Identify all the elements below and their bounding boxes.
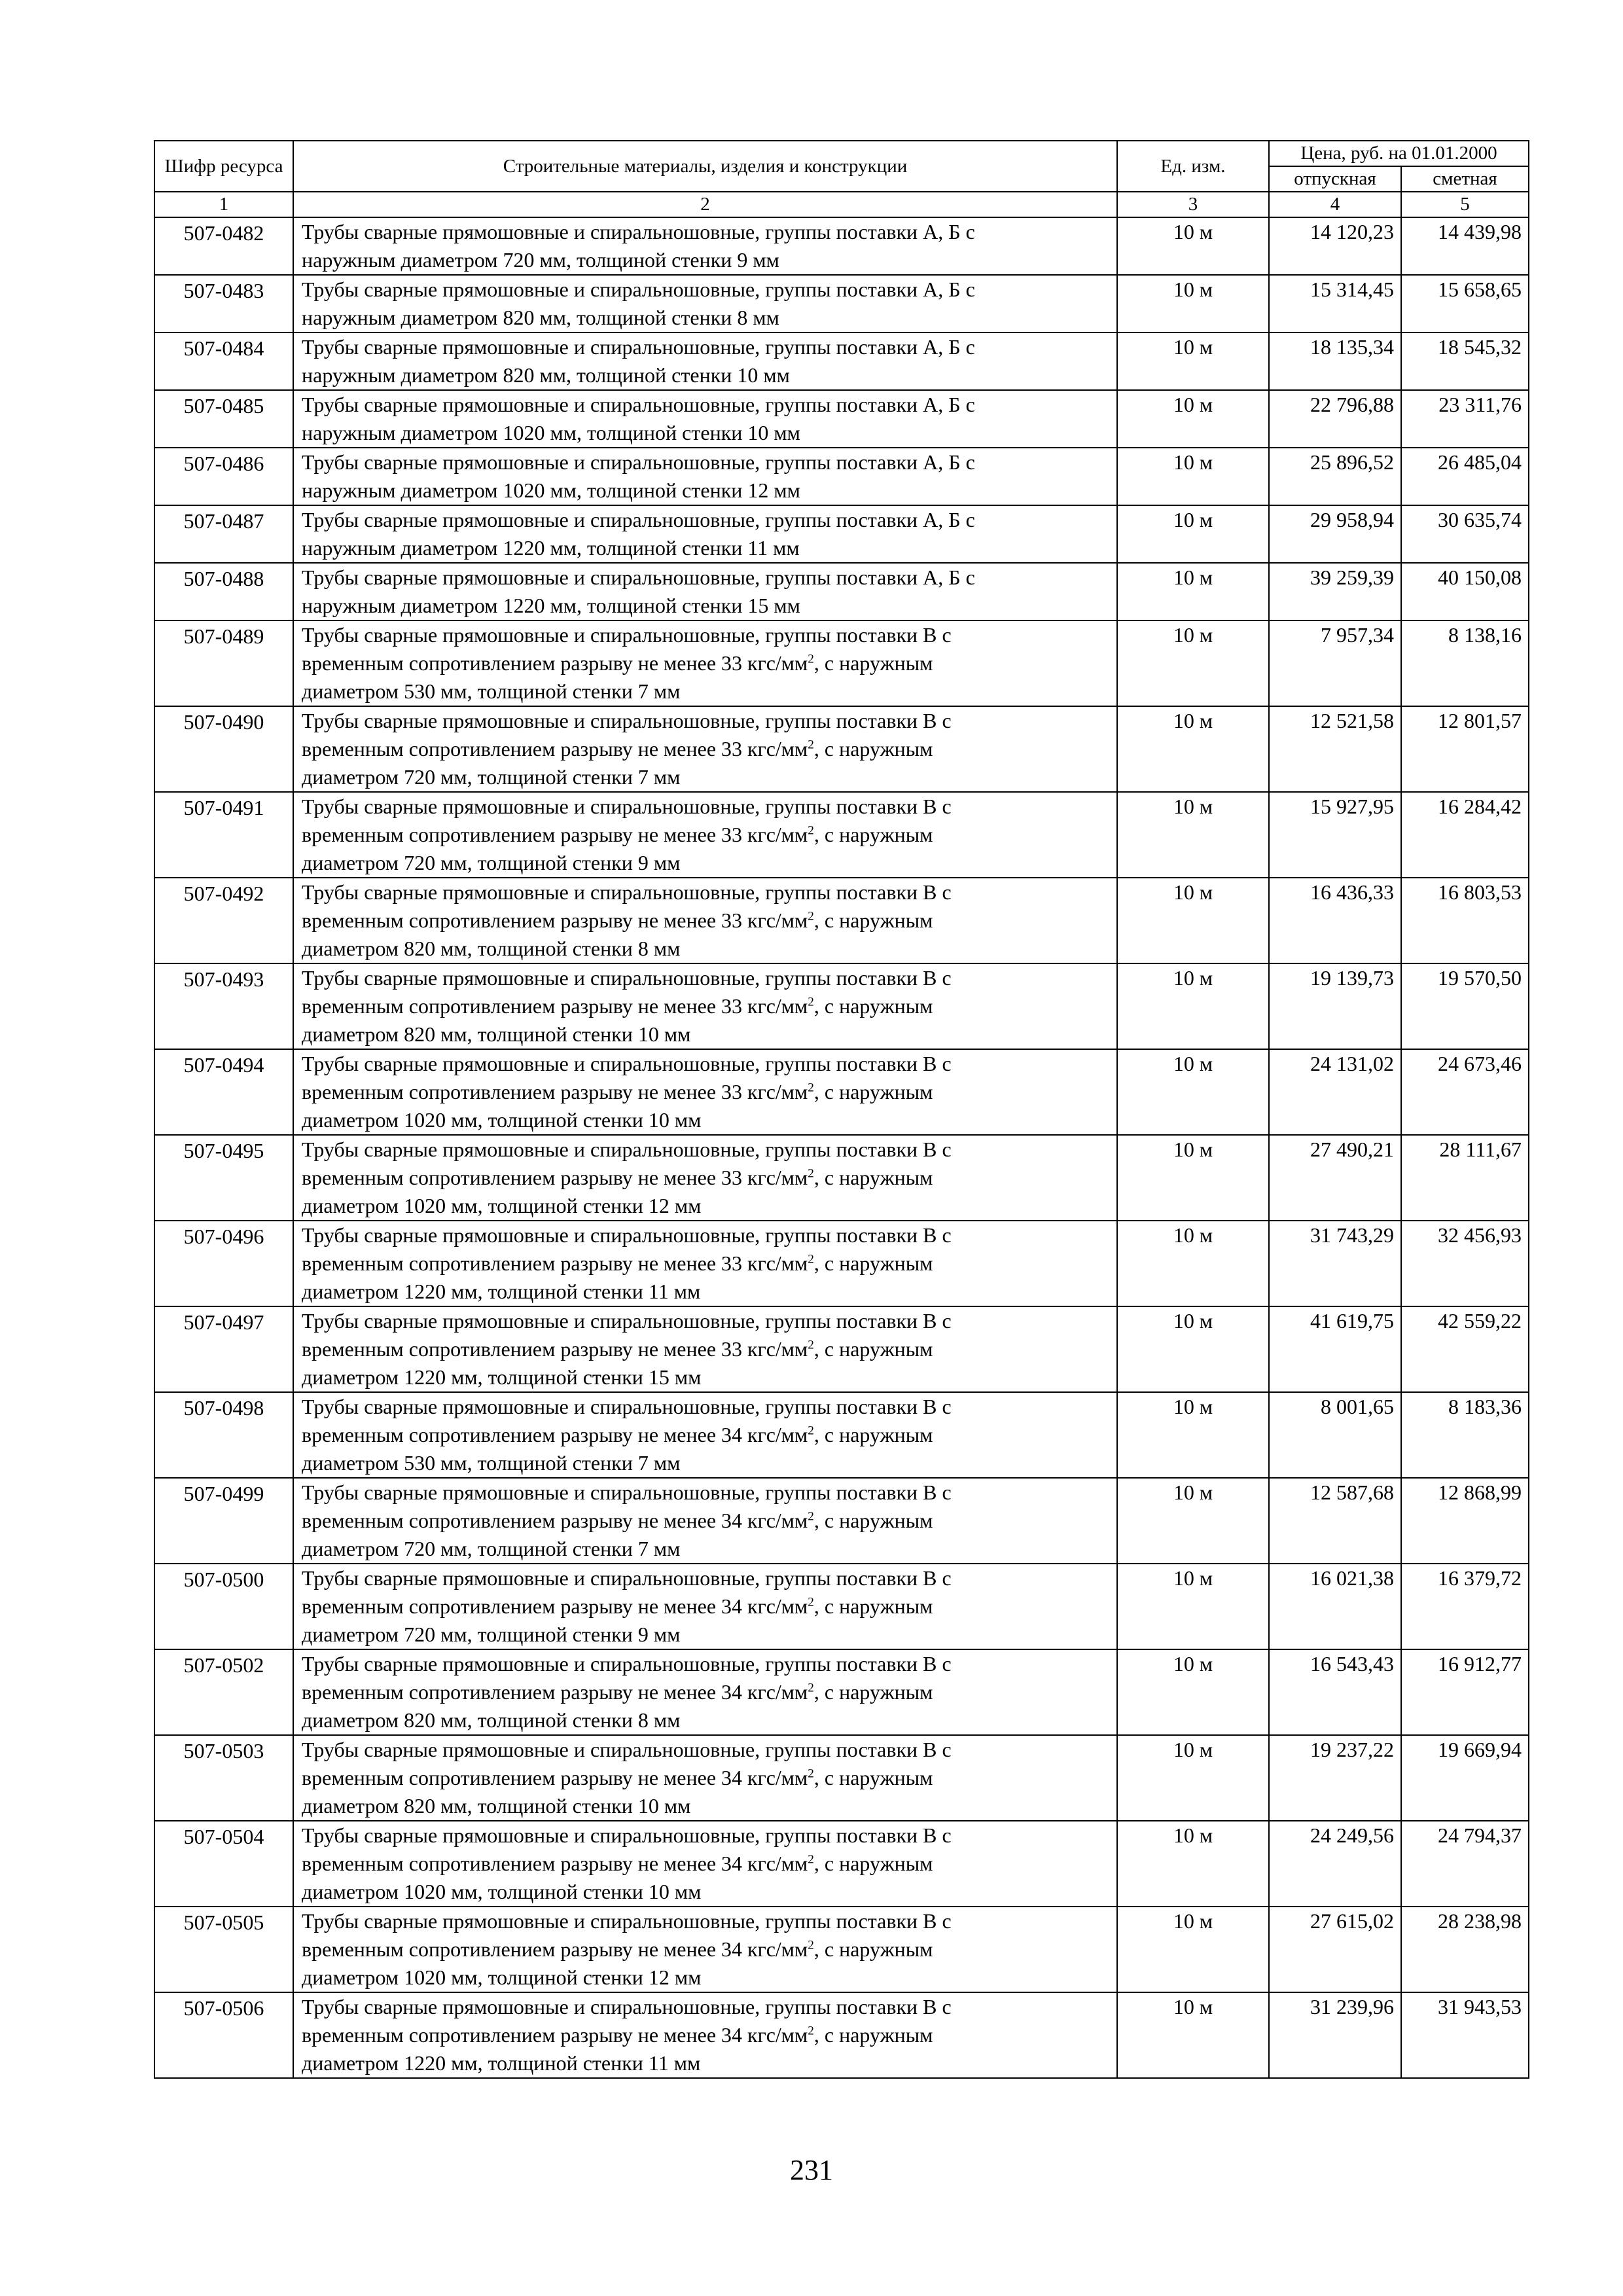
- table-row: [154, 448, 1529, 505]
- estimate-price: 19 570,50: [1401, 963, 1529, 1049]
- estimate-price: 12 868,99: [1401, 1478, 1529, 1564]
- resource-code: 507-0488: [154, 563, 293, 620]
- estimate-price: 16 803,53: [1401, 878, 1529, 963]
- release-price: 25 896,52: [1269, 448, 1401, 505]
- resource-code: 507-0504: [154, 1821, 293, 1907]
- item-name-line: Трубы сварные прямошовные и спиральношовные, группы поставки В с: [302, 966, 952, 990]
- resource-code: 507-0494: [154, 1049, 293, 1135]
- col-number-3: 3: [1117, 192, 1269, 217]
- item-name-line: Трубы сварные прямошовные и спиральношовные, группы поставки В с: [302, 1823, 952, 1847]
- table-row: [154, 963, 1529, 1049]
- item-name-line: Трубы сварные прямошовные и спиральношовные, группы поставки А, Б с: [302, 278, 975, 301]
- item-name-line: временным сопротивлением разрыву не менее 33 кгс/$мм^2$, с наружным: [302, 737, 933, 761]
- item-name-line: диаметром 530 мм, толщиной стенки 7 мм: [302, 679, 681, 703]
- item-name-line: Трубы сварные прямошовные и спиральношовные, группы поставки В с: [302, 880, 952, 904]
- table-row: [154, 1821, 1529, 1907]
- unit-cell: 10 м: [1117, 1564, 1269, 1649]
- estimate-price: 24 794,37: [1401, 1821, 1529, 1907]
- release-price: 16 021,38: [1269, 1564, 1401, 1649]
- unit-cell: 10 м: [1117, 1821, 1269, 1907]
- item-name: [293, 1306, 1117, 1392]
- resource-code: 507-0505: [154, 1907, 293, 1992]
- resource-code: 507-0482: [154, 217, 293, 275]
- item-name-line: Трубы сварные прямошовные и спиральношовные, группы поставки В с: [302, 1052, 952, 1075]
- price-table: [154, 140, 1529, 2079]
- item-name-line: временным сопротивлением разрыву не менее 33 кгс/$мм^2$, с наружным: [302, 651, 933, 675]
- resource-code: 507-0485: [154, 390, 293, 448]
- unit-cell: 10 м: [1117, 448, 1269, 505]
- header-release: отпускная: [1269, 166, 1401, 192]
- item-name-line: диаметром 720 мм, толщиной стенки 9 мм: [302, 1623, 681, 1646]
- resource-code: 507-0502: [154, 1649, 293, 1735]
- item-name-line: диаметром 720 мм, толщиной стенки 7 мм: [302, 1537, 681, 1560]
- header-name: Строительные материалы, изделия и конструкции: [293, 141, 1117, 192]
- estimate-price: 42 559,22: [1401, 1306, 1529, 1392]
- resource-code: 507-0489: [154, 620, 293, 706]
- table-body: [154, 217, 1529, 2078]
- item-name-line: диаметром 1020 мм, толщиной стенки 12 мм: [302, 1194, 702, 1217]
- unit-cell: 10 м: [1117, 1049, 1269, 1135]
- table-row: [154, 1392, 1529, 1478]
- resource-code: 507-0506: [154, 1992, 293, 2078]
- table-row: [154, 1135, 1529, 1221]
- col-number-2: 2: [293, 192, 1117, 217]
- unit-cell: 10 м: [1117, 1735, 1269, 1821]
- estimate-price: 16 284,42: [1401, 792, 1529, 878]
- item-name-line: Трубы сварные прямошовные и спиральношовные, группы поставки В с: [302, 795, 952, 818]
- item-name-line: Трубы сварные прямошовные и спиральношовные, группы поставки В с: [302, 1995, 952, 2018]
- release-price: 31 239,96: [1269, 1992, 1401, 2078]
- item-name: [293, 275, 1117, 332]
- item-name-line: Трубы сварные прямошовные и спиральношовные, группы поставки В с: [302, 1566, 952, 1590]
- item-name-line: временным сопротивлением разрыву не менее 34 кгс/$мм^2$, с наружным: [302, 1509, 933, 1532]
- table-row: [154, 1306, 1529, 1392]
- resource-code: 507-0495: [154, 1135, 293, 1221]
- item-name-line: временным сопротивлением разрыву не менее 33 кгс/$мм^2$, с наружным: [302, 823, 933, 846]
- estimate-price: 32 456,93: [1401, 1221, 1529, 1306]
- unit-cell: 10 м: [1117, 963, 1269, 1049]
- estimate-price: 19 669,94: [1401, 1735, 1529, 1821]
- resource-code: 507-0499: [154, 1478, 293, 1564]
- item-name-line: диаметром 820 мм, толщиной стенки 10 мм: [302, 1794, 691, 1818]
- item-name-line: Трубы сварные прямошовные и спиральношовные, группы поставки В с: [302, 1652, 952, 1676]
- release-price: 8 001,65: [1269, 1392, 1401, 1478]
- unit-cell: 10 м: [1117, 1907, 1269, 1992]
- item-name-line: Трубы сварные прямошовные и спиральношовные, группы поставки В с: [302, 1480, 952, 1504]
- item-name-line: диаметром 720 мм, толщиной стенки 7 мм: [302, 765, 681, 789]
- item-name-line: временным сопротивлением разрыву не менее 33 кгс/$мм^2$, с наружным: [302, 1251, 933, 1275]
- item-name-line: диаметром 720 мм, толщиной стенки 9 мм: [302, 851, 681, 874]
- item-name-line: диаметром 1220 мм, толщиной стенки 11 мм: [302, 1280, 701, 1303]
- table-row: [154, 563, 1529, 620]
- page-number: 231: [790, 2154, 833, 2186]
- unit-cell: 10 м: [1117, 1221, 1269, 1306]
- item-name: [293, 1907, 1117, 1992]
- item-name-line: временным сопротивлением разрыву не менее 34 кгс/$мм^2$, с наружным: [302, 1680, 933, 1704]
- item-name-line: временным сопротивлением разрыву не менее 34 кгс/$мм^2$, с наружным: [302, 1852, 933, 1875]
- unit-cell: 10 м: [1117, 1135, 1269, 1221]
- unit-cell: 10 м: [1117, 620, 1269, 706]
- item-name-line: Трубы сварные прямошовные и спиральношовные, группы поставки В с: [302, 1738, 952, 1761]
- release-price: 15 314,45: [1269, 275, 1401, 332]
- table-row: [154, 1478, 1529, 1564]
- item-name-line: наружным диаметром 820 мм, толщиной стенки 10 мм: [302, 363, 790, 387]
- item-name: [293, 390, 1117, 448]
- estimate-price: 16 912,77: [1401, 1649, 1529, 1735]
- item-name-line: Трубы сварные прямошовные и спиральношовные, группы поставки А, Б с: [302, 508, 975, 531]
- item-name: [293, 1735, 1117, 1821]
- item-name-line: диаметром 530 мм, толщиной стенки 7 мм: [302, 1451, 681, 1475]
- item-name-line: Трубы сварные прямошовные и спиральношовные, группы поставки А, Б с: [302, 450, 975, 474]
- item-name-line: диаметром 1020 мм, толщиной стенки 10 мм: [302, 1880, 702, 1903]
- resource-code: 507-0493: [154, 963, 293, 1049]
- table-row: [154, 217, 1529, 275]
- resource-code: 507-0503: [154, 1735, 293, 1821]
- estimate-price: 24 673,46: [1401, 1049, 1529, 1135]
- item-name-line: временным сопротивлением разрыву не менее 34 кгс/$мм^2$, с наружным: [302, 1594, 933, 1618]
- release-price: 15 927,95: [1269, 792, 1401, 878]
- resource-code: 507-0497: [154, 1306, 293, 1392]
- item-name: [293, 1392, 1117, 1478]
- col-number-5: 5: [1401, 192, 1529, 217]
- unit-cell: 10 м: [1117, 792, 1269, 878]
- item-name-line: диаметром 1220 мм, толщиной стенки 15 мм: [302, 1365, 702, 1389]
- item-name-line: Трубы сварные прямошовные и спиральношовные, группы поставки В с: [302, 1309, 952, 1333]
- release-price: 22 796,88: [1269, 390, 1401, 448]
- unit-cell: 10 м: [1117, 563, 1269, 620]
- unit-cell: 10 м: [1117, 706, 1269, 792]
- table-row: [154, 878, 1529, 963]
- item-name: [293, 963, 1117, 1049]
- estimate-price: 28 238,98: [1401, 1907, 1529, 1992]
- item-name: [293, 1564, 1117, 1649]
- item-name-line: наружным диаметром 1220 мм, толщиной стенки 15 мм: [302, 594, 800, 617]
- resource-code: 507-0490: [154, 706, 293, 792]
- release-price: 18 135,34: [1269, 332, 1401, 390]
- estimate-price: 26 485,04: [1401, 448, 1529, 505]
- unit-cell: 10 м: [1117, 1649, 1269, 1735]
- estimate-price: 8 183,36: [1401, 1392, 1529, 1478]
- item-name: [293, 620, 1117, 706]
- resource-code: 507-0483: [154, 275, 293, 332]
- item-name-line: Трубы сварные прямошовные и спиральношовные, группы поставки А, Б с: [302, 565, 975, 589]
- table-row: [154, 620, 1529, 706]
- item-name-line: диаметром 820 мм, толщиной стенки 8 мм: [302, 1708, 681, 1732]
- item-name: [293, 1649, 1117, 1735]
- table-row: [154, 1992, 1529, 2078]
- item-name-line: диаметром 1020 мм, толщиной стенки 10 мм: [302, 1108, 702, 1132]
- release-price: 27 615,02: [1269, 1907, 1401, 1992]
- item-name-line: Трубы сварные прямошовные и спиральношовные, группы поставки А, Б с: [302, 393, 975, 416]
- item-name: [293, 332, 1117, 390]
- release-price: 7 957,34: [1269, 620, 1401, 706]
- estimate-price: 28 111,67: [1401, 1135, 1529, 1221]
- item-name: [293, 1221, 1117, 1306]
- release-price: 19 237,22: [1269, 1735, 1401, 1821]
- unit-cell: 10 м: [1117, 1478, 1269, 1564]
- item-name: [293, 878, 1117, 963]
- estimate-price: 18 545,32: [1401, 332, 1529, 390]
- table-row: [154, 1649, 1529, 1735]
- table-header: [154, 141, 1529, 217]
- release-price: 12 587,68: [1269, 1478, 1401, 1564]
- release-price: 16 543,43: [1269, 1649, 1401, 1735]
- resource-code: 507-0496: [154, 1221, 293, 1306]
- item-name: [293, 1049, 1117, 1135]
- table-row: [154, 275, 1529, 332]
- resource-code: 507-0484: [154, 332, 293, 390]
- item-name-line: Трубы сварные прямошовные и спиральношовные, группы поставки А, Б с: [302, 220, 975, 243]
- item-name-line: временным сопротивлением разрыву не менее 34 кгс/$мм^2$, с наружным: [302, 1937, 933, 1961]
- release-price: 27 490,21: [1269, 1135, 1401, 1221]
- resource-code: 507-0498: [154, 1392, 293, 1478]
- item-name: [293, 1478, 1117, 1564]
- estimate-price: 40 150,08: [1401, 563, 1529, 620]
- item-name-line: временным сопротивлением разрыву не менее 34 кгс/$мм^2$, с наружным: [302, 1423, 933, 1446]
- item-name: [293, 505, 1117, 563]
- item-name-line: наружным диаметром 1020 мм, толщиной стенки 10 мм: [302, 421, 800, 444]
- header-unit: Ед. изм.: [1117, 141, 1269, 192]
- item-name: [293, 1135, 1117, 1221]
- unit-cell: 10 м: [1117, 275, 1269, 332]
- table-row: [154, 505, 1529, 563]
- item-name-line: временным сопротивлением разрыву не менее 33 кгс/$мм^2$, с наружным: [302, 1080, 933, 1103]
- header-code: Шифр ресурса: [154, 141, 293, 192]
- item-name: [293, 448, 1117, 505]
- item-name-line: временным сопротивлением разрыву не менее 33 кгс/$мм^2$, с наружным: [302, 994, 933, 1018]
- item-name-line: временным сопротивлением разрыву не менее 33 кгс/$мм^2$, с наружным: [302, 908, 933, 932]
- release-price: 16 436,33: [1269, 878, 1401, 963]
- estimate-price: 31 943,53: [1401, 1992, 1529, 2078]
- release-price: 29 958,94: [1269, 505, 1401, 563]
- release-price: 41 619,75: [1269, 1306, 1401, 1392]
- item-name: [293, 217, 1117, 275]
- table-row: [154, 792, 1529, 878]
- estimate-price: 8 138,16: [1401, 620, 1529, 706]
- release-price: 24 131,02: [1269, 1049, 1401, 1135]
- item-name-line: временным сопротивлением разрыву не менее 33 кгс/$мм^2$, с наружным: [302, 1166, 933, 1189]
- item-name-line: Трубы сварные прямошовные и спиральношовные, группы поставки В с: [302, 1395, 952, 1418]
- resource-code: 507-0492: [154, 878, 293, 963]
- item-name: [293, 563, 1117, 620]
- col-number-4: 4: [1269, 192, 1401, 217]
- table-row: [154, 1049, 1529, 1135]
- item-name-line: Трубы сварные прямошовные и спиральношовные, группы поставки В с: [302, 623, 952, 647]
- item-name-line: наружным диаметром 720 мм, толщиной стенки 9 мм: [302, 248, 779, 272]
- resource-code: 507-0500: [154, 1564, 293, 1649]
- item-name: [293, 1992, 1117, 2078]
- unit-cell: 10 м: [1117, 390, 1269, 448]
- item-name-line: Трубы сварные прямошовные и спиральношовные, группы поставки В с: [302, 709, 952, 732]
- header-estimate: сметная: [1401, 166, 1529, 192]
- item-name-line: наружным диаметром 1020 мм, толщиной стенки 12 мм: [302, 478, 800, 502]
- unit-cell: 10 м: [1117, 1992, 1269, 2078]
- table-row: [154, 1735, 1529, 1821]
- resource-code: 507-0486: [154, 448, 293, 505]
- item-name-line: диаметром 820 мм, толщиной стенки 10 мм: [302, 1022, 691, 1046]
- item-name-line: наружным диаметром 820 мм, толщиной стенки 8 мм: [302, 306, 779, 329]
- estimate-price: 23 311,76: [1401, 390, 1529, 448]
- estimate-price: 15 658,65: [1401, 275, 1529, 332]
- unit-cell: 10 м: [1117, 505, 1269, 563]
- release-price: 12 521,58: [1269, 706, 1401, 792]
- resource-code: 507-0487: [154, 505, 293, 563]
- release-price: 19 139,73: [1269, 963, 1401, 1049]
- unit-cell: 10 м: [1117, 878, 1269, 963]
- item-name: [293, 1821, 1117, 1907]
- item-name: [293, 706, 1117, 792]
- table-row: [154, 706, 1529, 792]
- release-price: 39 259,39: [1269, 563, 1401, 620]
- estimate-price: 16 379,72: [1401, 1564, 1529, 1649]
- item-name-line: диаметром 820 мм, толщиной стенки 8 мм: [302, 937, 681, 960]
- unit-cell: 10 м: [1117, 332, 1269, 390]
- table-row: [154, 1221, 1529, 1306]
- table-row: [154, 390, 1529, 448]
- estimate-price: 14 439,98: [1401, 217, 1529, 275]
- item-name-line: Трубы сварные прямошовные и спиральношовные, группы поставки А, Б с: [302, 335, 975, 359]
- table-row: [154, 1907, 1529, 1992]
- unit-cell: 10 м: [1117, 217, 1269, 275]
- item-name-line: диаметром 1220 мм, толщиной стенки 11 мм: [302, 2051, 701, 2075]
- item-name-line: Трубы сварные прямошовные и спиральношовные, группы поставки В с: [302, 1909, 952, 1933]
- item-name-line: временным сопротивлением разрыву не менее 33 кгс/$мм^2$, с наружным: [302, 1337, 933, 1361]
- table-row: [154, 332, 1529, 390]
- unit-cell: 10 м: [1117, 1392, 1269, 1478]
- col-number-1: 1: [154, 192, 293, 217]
- item-name-line: Трубы сварные прямошовные и спиральношовные, группы поставки В с: [302, 1223, 952, 1247]
- item-name-line: временным сопротивлением разрыву не менее 34 кгс/$мм^2$, с наружным: [302, 2023, 933, 2047]
- item-name-line: временным сопротивлением разрыву не менее 34 кгс/$мм^2$, с наружным: [302, 1766, 933, 1789]
- release-price: 14 120,23: [1269, 217, 1401, 275]
- unit-cell: 10 м: [1117, 1306, 1269, 1392]
- table-row: [154, 1564, 1529, 1649]
- item-name-line: диаметром 1020 мм, толщиной стенки 12 мм: [302, 1965, 702, 1989]
- header-price: Цена, руб. на 01.01.2000: [1269, 141, 1529, 166]
- estimate-price: 12 801,57: [1401, 706, 1529, 792]
- item-name: [293, 792, 1117, 878]
- resource-code: 507-0491: [154, 792, 293, 878]
- estimate-price: 30 635,74: [1401, 505, 1529, 563]
- release-price: 24 249,56: [1269, 1821, 1401, 1907]
- release-price: 31 743,29: [1269, 1221, 1401, 1306]
- item-name-line: Трубы сварные прямошовные и спиральношовные, группы поставки В с: [302, 1138, 952, 1161]
- item-name-line: наружным диаметром 1220 мм, толщиной стенки 11 мм: [302, 536, 800, 560]
